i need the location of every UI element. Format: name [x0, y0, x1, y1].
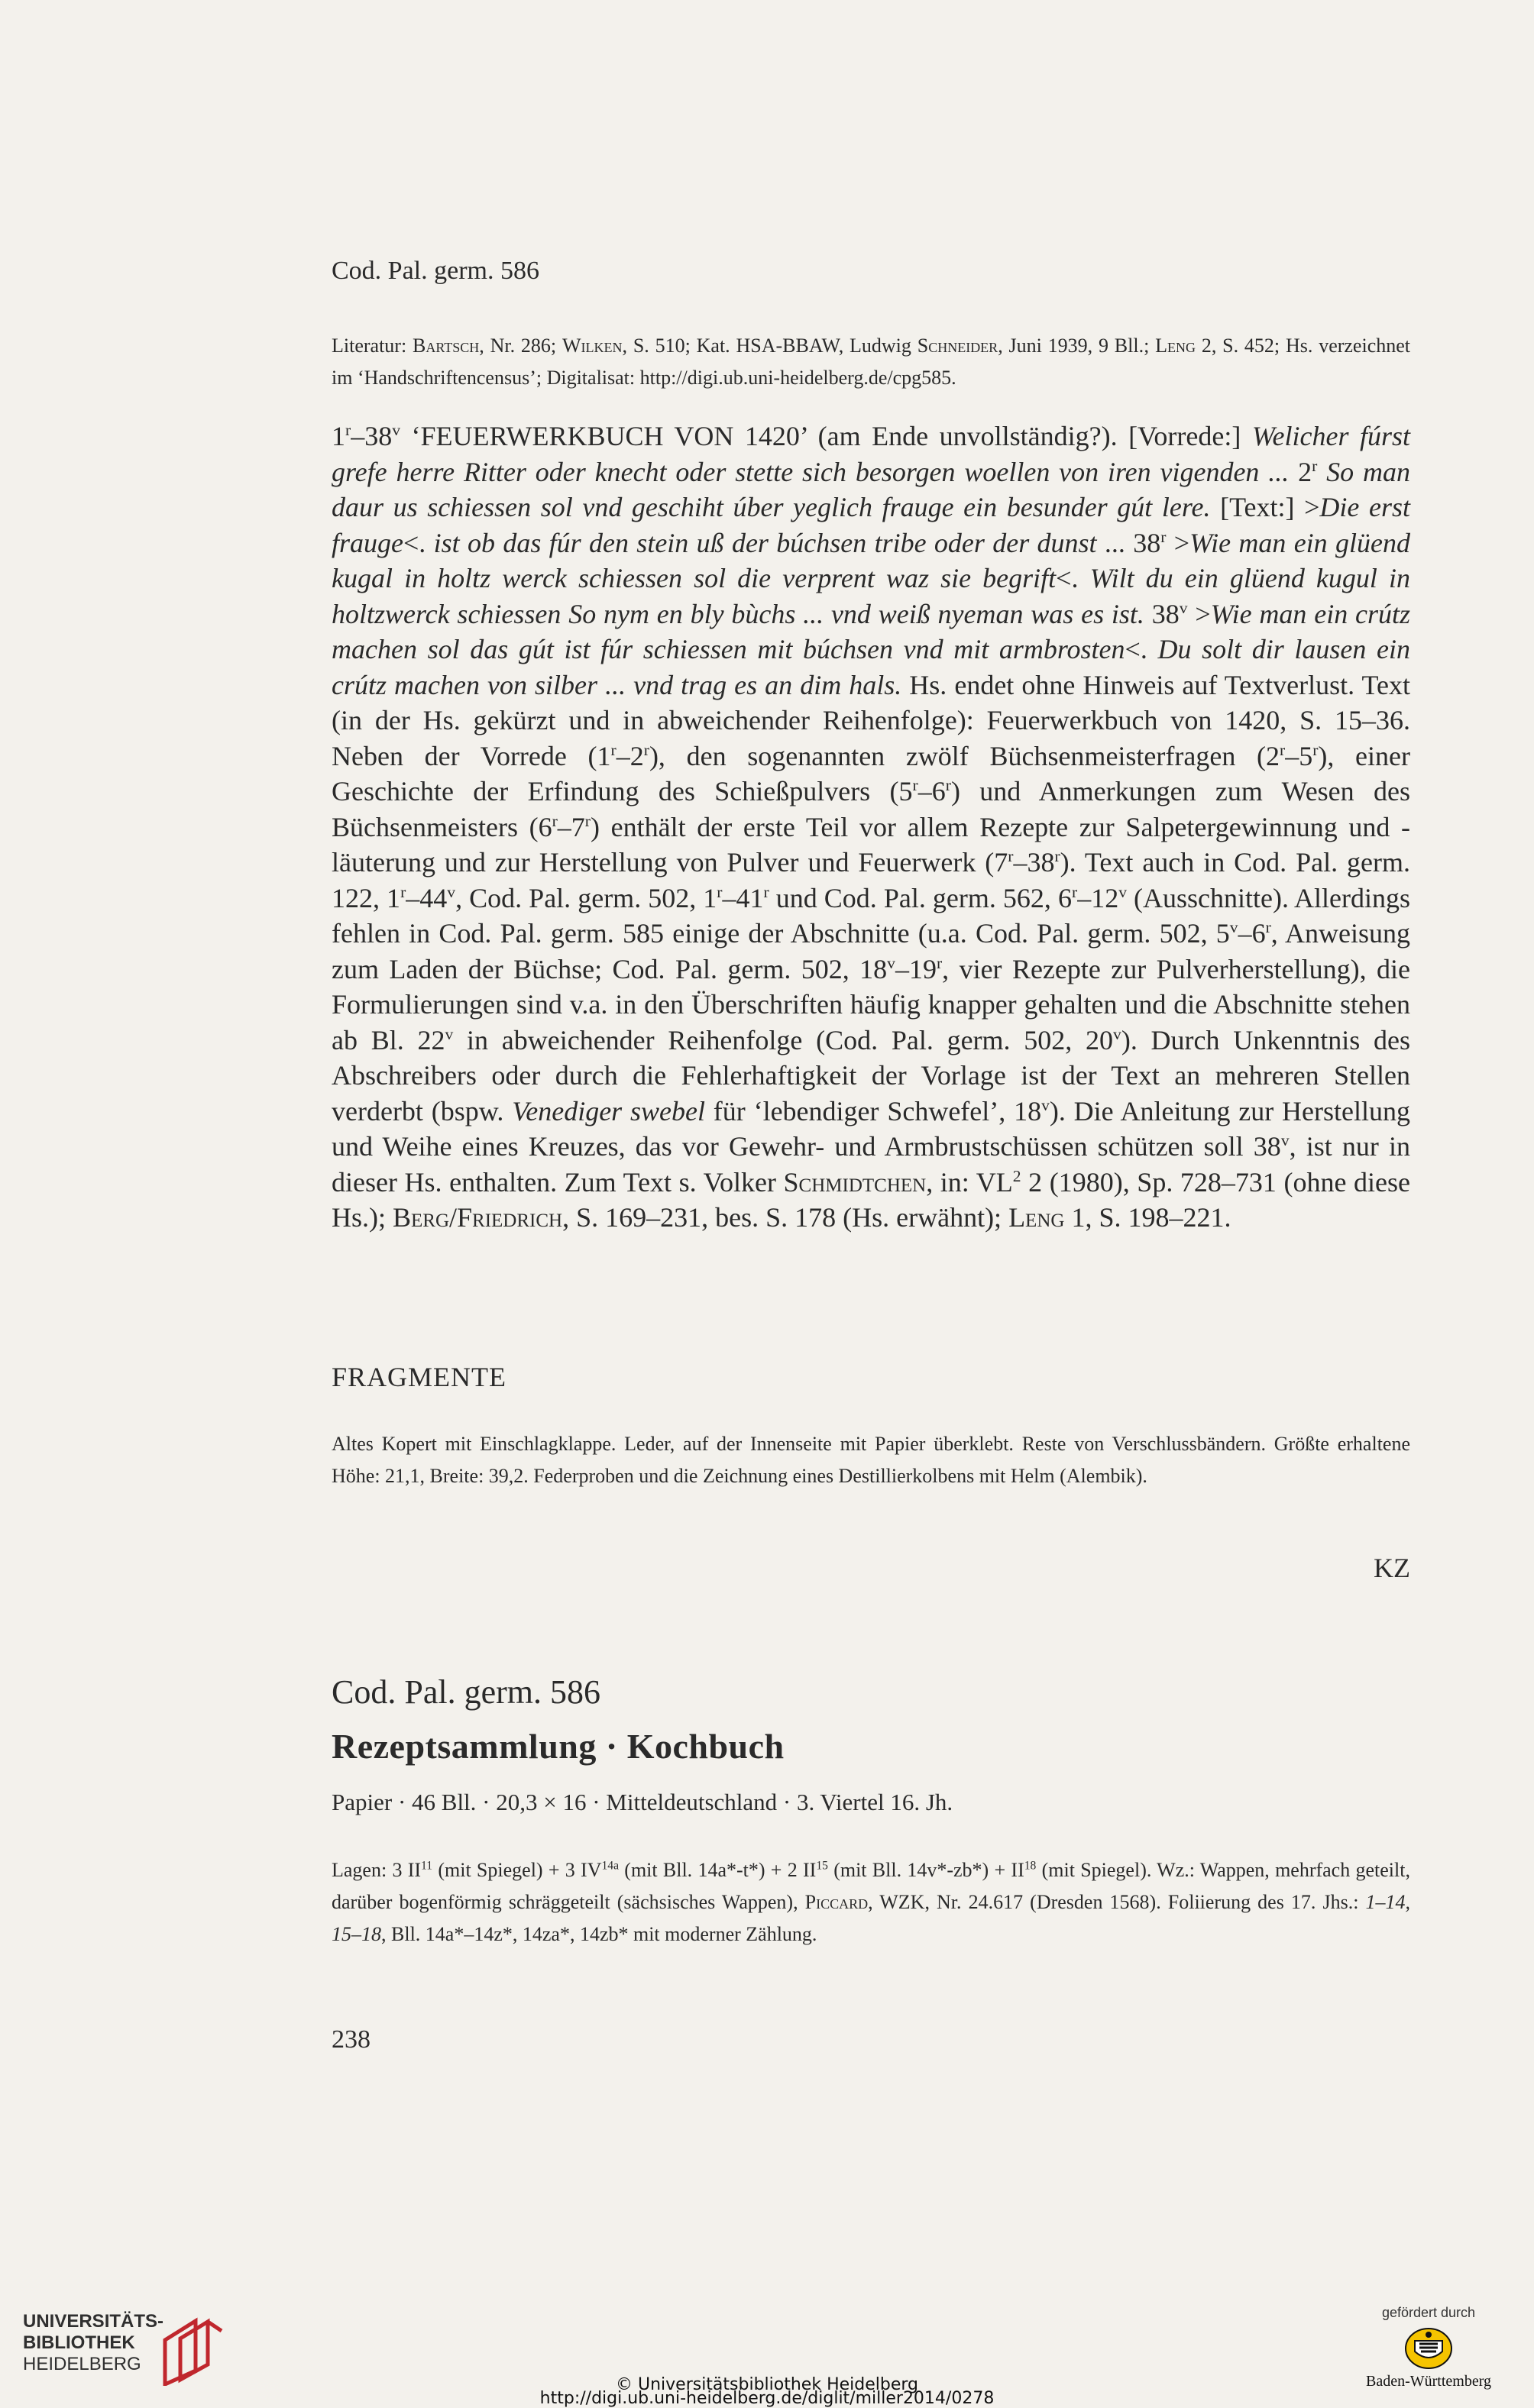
feuerwerkbuch-entry: 1$^r$–38$^v$ ‘FEUERWERKBUCH VON 1420’ (am Ende unvollständig?). [Vorrede:] Welicher fúrst grefe herre Ritter oder knecht oder stette sich besorgen woellen von iren vigenden ... 2$^r$ So man daur us schiessen sol vnd geschiht úber yeglich frauge ein besunder gút lere. [Text:] >Die erst frauge<. ist ob das fúr den stein uß der búchsen tribe oder der dunst ... $38^r >Wie$ man ein glüend kugal in holtz werck schiessen sol die verprent waz sie begrift<. Wilt du ein glüend kugul in holtzwerck schiessen So nym en bly bùchs ... vnd weiß nyeman was es ist. $38^v >Wie$ man ein crútz machen sol das gút ist fúr schiessen mit búchsen vnd mit armbrosten<. Du solt dir lausen ein crútz machen von silber ... vnd trag es an dim hals. Hs. endet ohne Hinweis auf Textverlust. Text (in der Hs. gekürzt und in abweichender Reihenfolge): Feuerwerkbuch von 1420, S. 15–36. Neben der Vorrede (1$^r$–2$^r$), den sogenannten zwölf Büchsenmeisterfragen (2$^r$–5$^r$), einer Geschichte der Erfindung des Schießpulvers (5$^r$–6$^r$) und Anmerkungen zum Wesen des Büchsenmeisters (6$^r$–7$^r$) enthält der erste Teil vor allem Rezepte zur Salpetergewinnung und -läuterung und zur Herstellung von Pulver und Feuerwerk (7$^r$–38$^r$). Text auch in Cod. Pal. germ. 122, 1$^r$–44$^v$, Cod. Pal. germ. 502, 1$^r$–41$^r$ und Cod. Pal. germ. 562, 6$^r$–12$^v$ (Ausschnitte). Allerdings fehlen in Cod. Pal. germ. 585 einige der Abschnitte (u.a. Cod. Pal. germ. 502, 5$^v$–6$^r$, Anweisung zum Laden der Büchse; Cod. Pal. germ. 502, 18$^v$–19$^r$, vier Rezepte zur Pulverherstellung), die Formulierungen sind v.a. in den Überschriften häufig knapper gehalten und die Abschnitte stehen ab Bl. 22$^v$ in abweichender Reihenfolge (Cod. Pal. germ. 502, 20$^v$). Durch Unkenntnis des Abschreibers oder durch die Fehlerhaftigkeit der Vorlage ist der Text an mehreren Stellen verderbt (bspw. Venediger swebel für ‘lebendiger Schwefel’, 18$^v$). Die Anleitung zur Herstellung und Weihe eines Kreuzes, das vor Gewehr- und Armbrustschüssen schützen soll 38$^v$, ist nur in dieser Hs. enthalten. Zum Text s. Volker Schmidtchen, in: $VL^2$ 2 (1980), Sp. 728–731 (ohne diese Hs.); Berg/Friedrich, S. 169–231, bes. S. 178 (Hs. erwähnt); Leng 1, S. 198–221. [332, 421, 1411, 1233]
permalink[interactable]: http://digi.ub.uni-heidelberg.de/diglit/miller2014/0278 [539, 2389, 995, 2408]
codex-title: Rezeptsammlung · Kochbuch [332, 1727, 785, 1766]
author-initials: KZ [1374, 1553, 1410, 1583]
funder-name: Baden-Württemberg [1365, 2373, 1491, 2390]
codex-lagen-description: Lagen: 3 II$^{11}$ (mit Spiegel) + 3 $IV^{14a}$ (mit Bll. 14a*-t*) + 2 II$^{15}$ (mit Bll. $14v*-zb*) + II^{18}$ (mit Spiegel). Wz.: Wappen, mehrfach geteilt, darüber bogenförmig schräggeteilt (sächsisches Wappen), Piccard, WZK, Nr. 24.617 (Dresden 1568). Foliierung des 17. Jhs.: 1–14, 15–18, Bll. 14a*–14z*, 14za*, 14zb* mit moderner Zählung. [332, 1859, 1411, 1945]
page-number: 238 [332, 2025, 371, 2054]
copyright-notice: © Universitätsbibliothek Heidelberg [615, 2375, 918, 2394]
library-name-line1: UNIVERSITÄTS- [23, 2311, 164, 2332]
library-name-line3: HEIDELBERG [23, 2354, 141, 2374]
literature-note: Literatur: Bartsch, Nr. 286; Wilken, S. 510; Kat. HSA-BBAW, Ludwig Schneider, Juni 1939, 9 Bll.; Leng 2, S. 452; Hs. verzeichnet im ‘Handschriftencensus’; Digitalisat: http://digi.ub.uni-heidelberg.de/cpg585. [332, 335, 1410, 389]
running-head: Cod. Pal. germ. 586 [332, 257, 539, 285]
codex-heading: Cod. Pal. germ. 586 [332, 1673, 600, 1711]
library-logo[interactable] [23, 2311, 222, 2384]
funded-by-label: gefördert durch [1381, 2305, 1476, 2320]
state-crest-icon [1404, 2326, 1453, 2370]
library-name-line2: BIBLIOTHEK [23, 2332, 135, 2353]
codex-meta: Papier · 46 Bll. · 20,3 × 16 · Mitteldeutschland · 3. Viertel 16. Jh. [332, 1789, 953, 1815]
footer [0, 2291, 1534, 2408]
fragments-heading: FRAGMENTE [332, 1362, 507, 1392]
fragments-description: Altes Kopert mit Einschlagklappe. Leder, auf der Innenseite mit Papier überklebt. Reste von Verschlussbändern. Größte erhaltene Höhe: 21,1, Breite: 39,2. Federproben und die Zeichnung eines Destillierkolbens mit Helm (Alembik). [332, 1433, 1410, 1487]
funder-logo[interactable] [1352, 2305, 1505, 2390]
